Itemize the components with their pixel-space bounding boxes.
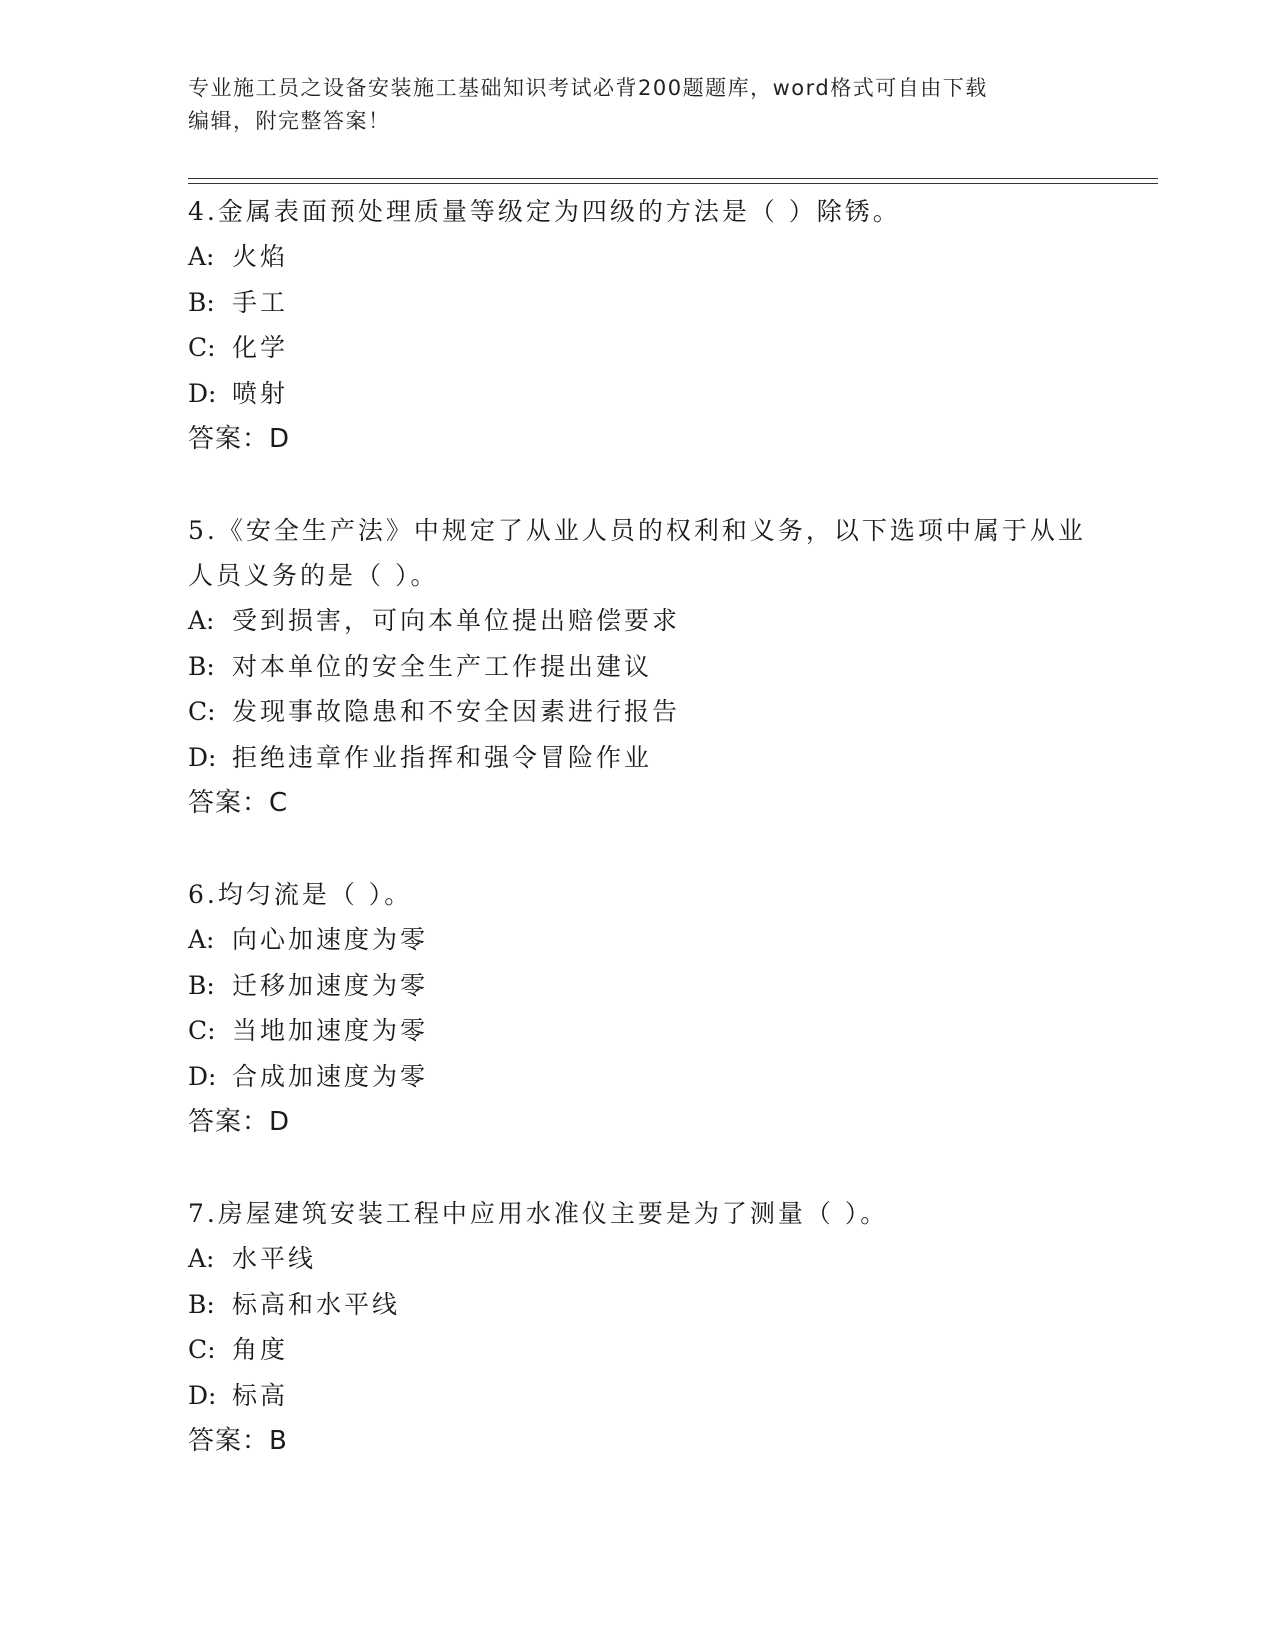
option-c: [188, 325, 1088, 371]
option-a: [188, 234, 1088, 280]
option-b: [188, 644, 1088, 690]
option-text: 喷射: [232, 378, 289, 408]
option-text: 化学: [232, 333, 289, 362]
question-list: [188, 189, 1088, 1510]
option-letter: B:: [188, 1289, 215, 1319]
option-b: [188, 280, 1088, 326]
question-stem: 6.均匀流是（ ）。: [188, 880, 413, 909]
option-letter: C:: [188, 333, 216, 362]
option-b: [188, 963, 1088, 1009]
header-title-line-1: 专业施工员之设备安装施工基础知识考试必背200题题库，word格式可自由下载: [188, 76, 988, 100]
option-d: [188, 1373, 1088, 1419]
option-text: 对本单位的安全生产工作提出建议: [232, 651, 653, 681]
option-letter: B:: [188, 651, 215, 681]
option-letter: C:: [188, 1335, 216, 1364]
question-stem: 7.房屋建筑安装工程中应用水准仪主要是为了测量（ ）。: [188, 1199, 889, 1228]
question-6: [188, 872, 1088, 1145]
header-divider-top: [188, 178, 1158, 179]
option-letter: D:: [188, 742, 217, 772]
option-text: 发现事故隐患和不安全因素进行报告: [232, 697, 681, 726]
option-a: [188, 598, 1088, 644]
option-text: 迁移加速度为零: [232, 970, 429, 1000]
option-c: [188, 1327, 1088, 1373]
option-text: 标高和水平线: [232, 1289, 401, 1319]
option-letter: C:: [188, 1016, 216, 1045]
option-letter: D:: [188, 1061, 217, 1091]
option-a: [188, 1236, 1088, 1282]
option-letter: A:: [188, 925, 215, 954]
option-text: 火焰: [232, 242, 289, 271]
option-letter: D:: [188, 378, 217, 408]
option-d: [188, 371, 1088, 417]
option-a: [188, 917, 1088, 963]
option-letter: D:: [188, 1380, 217, 1410]
question-stem: 5.《安全生产法》中规定了从业人员的权利和义务，以下选项中属于从业人员义务的是（ ）。: [188, 516, 1086, 590]
option-text: 合成加速度为零: [232, 1061, 429, 1091]
option-letter: A:: [188, 606, 215, 635]
document-header: [188, 72, 1088, 138]
question-5: [188, 508, 1088, 826]
option-text: 向心加速度为零: [232, 925, 429, 954]
option-text: 标高: [232, 1380, 289, 1410]
option-letter: A:: [188, 1244, 215, 1273]
question-7: [188, 1191, 1088, 1464]
option-text: 受到损害，可向本单位提出赔偿要求: [232, 606, 681, 635]
option-d: [188, 1054, 1088, 1100]
option-d: [188, 735, 1088, 781]
option-letter: B:: [188, 287, 215, 317]
header-divider-bottom: [188, 183, 1158, 184]
question-stem: 4.金属表面预处理质量等级定为四级的方法是（ ）除锈。: [188, 197, 901, 226]
option-letter: B:: [188, 970, 215, 1000]
question-4: [188, 189, 1088, 462]
option-letter: C:: [188, 697, 216, 726]
option-b: [188, 1282, 1088, 1328]
answer-line: 答案：C: [188, 788, 289, 818]
answer-line: 答案：B: [188, 1426, 288, 1456]
option-text: 角度: [232, 1335, 289, 1364]
answer-line: 答案：D: [188, 424, 291, 454]
header-title-line-2: 编辑，附完整答案！: [188, 109, 391, 133]
option-text: 拒绝违章作业指挥和强令冒险作业: [232, 742, 653, 772]
answer-line: 答案：D: [188, 1107, 291, 1137]
option-text: 手工: [232, 287, 289, 317]
option-text: 当地加速度为零: [232, 1016, 429, 1045]
option-text: 水平线: [232, 1244, 317, 1273]
option-c: [188, 689, 1088, 735]
option-c: [188, 1008, 1088, 1054]
option-letter: A:: [188, 242, 215, 271]
